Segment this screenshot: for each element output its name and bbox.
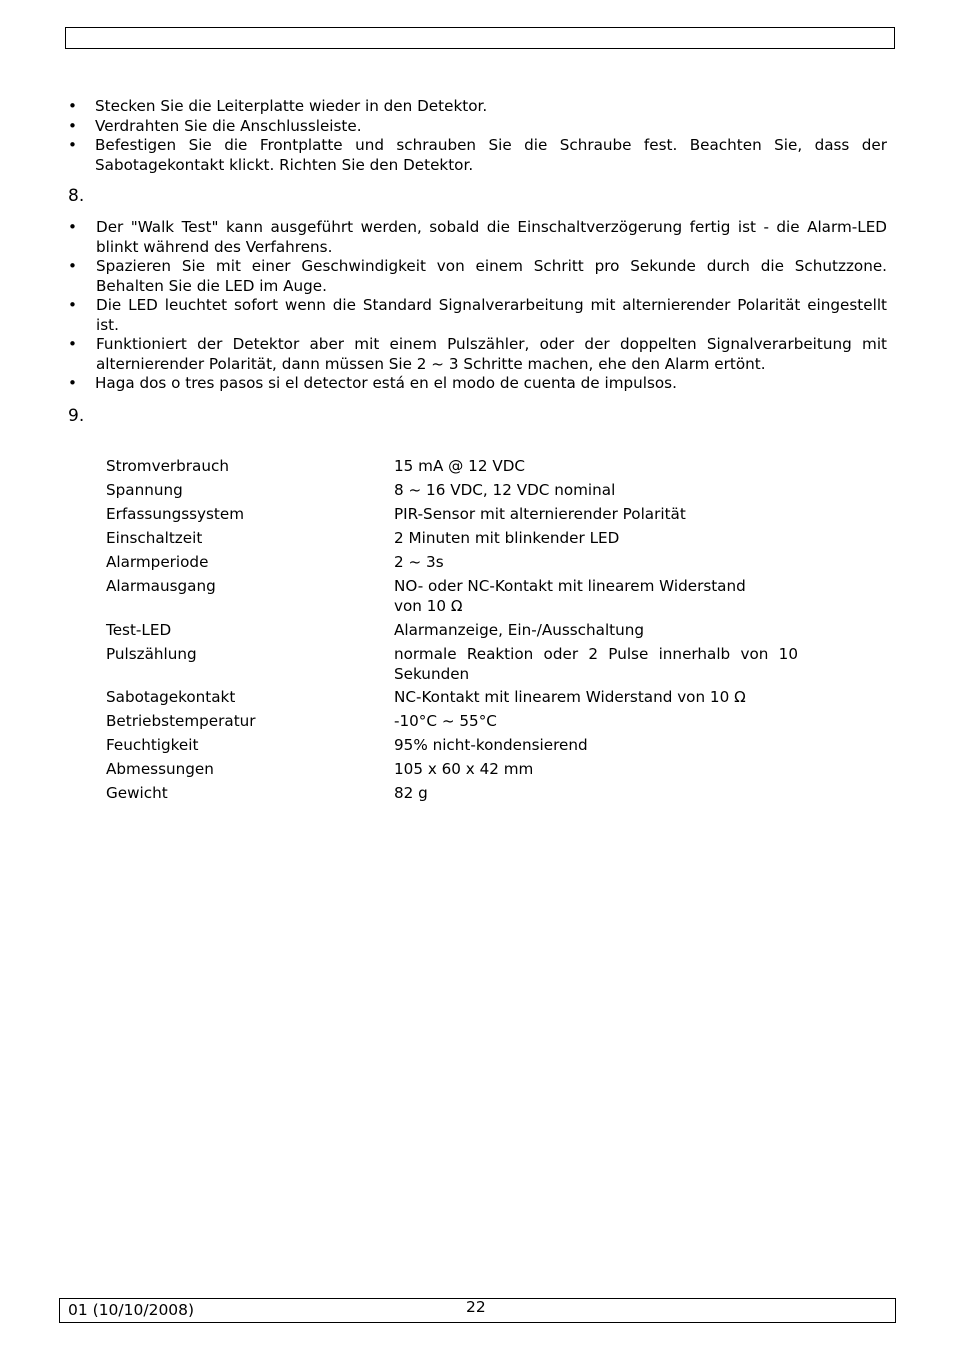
spec-value: Alarmanzeige, Ein-/Ausschaltung xyxy=(394,621,645,639)
list-item: • Der "Walk Test" kann ausgeführt werden, sobald die Einschaltverzögerung fertig ist - die Alarm-LED blinkt während des Verfahrens. xyxy=(65,218,887,257)
spec-label: Spannung xyxy=(106,481,183,499)
spec-label: Betriebstemperatur xyxy=(106,712,256,730)
spec-value: PIR-Sensor mit alternierender Polarität xyxy=(394,505,686,523)
spec-value: -10°C ~ 55°C xyxy=(394,712,497,730)
spec-label: Stromverbrauch xyxy=(106,457,229,475)
header-box xyxy=(65,27,895,49)
spec-label: Sabotagekontakt xyxy=(106,688,236,706)
spec-value: 95% nicht-kondensierend xyxy=(394,736,588,754)
footer-revision: 01 (10/10/2008) xyxy=(68,1301,195,1319)
spec-label: Alarmausgang xyxy=(106,577,216,595)
spec-label: Pulszählung xyxy=(106,645,197,663)
list-item: • Befestigen Sie die Frontplatte und schrauben Sie die Schraube fest. Beachten Sie, dass der Sabotagekontakt klickt. Richten Sie den Detektor. xyxy=(65,136,887,175)
spec-label: Einschaltzeit xyxy=(106,529,203,547)
list-item: • Stecken Sie die Leiterplatte wieder in den Detektor. xyxy=(65,97,887,117)
spec-value: NO- oder NC-Kontakt mit linearem Widerstand von 10 Ω xyxy=(394,577,746,615)
list-item: • Funktioniert der Detektor aber mit einem Pulszähler, oder der doppelten Signalverarbeitung mit alternierender Polarität, dann müssen Sie 2 ~ 3 Schritte machen, ehe den Alarm ertönt. xyxy=(65,335,887,374)
spec-label: Feuchtigkeit xyxy=(106,736,199,754)
spec-value: 15 mA @ 12 VDC xyxy=(394,457,526,475)
spec-value: 2 ~ 3s xyxy=(394,553,444,571)
spec-label: Gewicht xyxy=(106,784,168,802)
walk-test-list xyxy=(65,218,887,394)
list-item: • Verdrahten Sie die Anschlussleiste. xyxy=(65,117,887,137)
list-item: • Spazieren Sie mit einer Geschwindigkeit von einem Schritt pro Sekunde durch die Schutzzone. Behalten Sie die LED im Auge. xyxy=(65,257,887,296)
page-number: 22 xyxy=(466,1298,486,1316)
spec-value: 2 Minuten mit blinkender LED xyxy=(394,529,620,547)
section-9-number: 9. xyxy=(68,406,85,426)
spec-label: Alarmperiode xyxy=(106,553,209,571)
list-item: • Die LED leuchtet sofort wenn die Standard Signalverarbeitung mit alternierender Polarität eingestellt ist. xyxy=(65,296,887,335)
spec-label: Abmessungen xyxy=(106,760,214,778)
spec-value: 105 x 60 x 42 mm xyxy=(394,760,534,778)
section-8-number: 8. xyxy=(68,186,85,206)
spec-label: Test-LED xyxy=(106,621,172,639)
list-item: • Haga dos o tres pasos si el detector está en el modo de cuenta de impulsos. xyxy=(65,374,887,394)
spec-value: NC-Kontakt mit linearem Widerstand von 10 Ω xyxy=(394,688,746,706)
spec-value: normale Reaktion oder 2 Pulse innerhalb von 10 Sekunden xyxy=(394,645,798,683)
spec-value: 82 g xyxy=(394,784,428,802)
spec-value: 8 ~ 16 VDC, 12 VDC nominal xyxy=(394,481,616,499)
spec-label: Erfassungssystem xyxy=(106,505,245,523)
install-steps-list xyxy=(65,97,887,175)
